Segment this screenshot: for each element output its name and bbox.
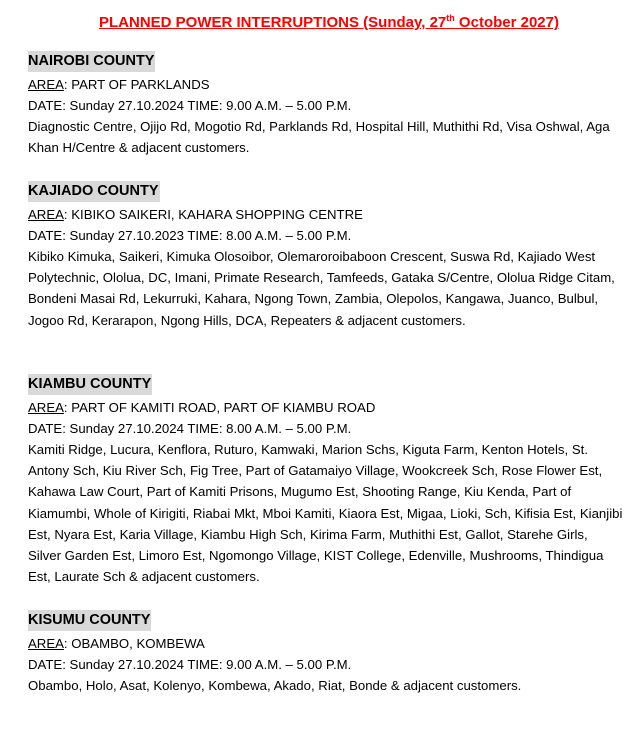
date-time-line: DATE: Sunday 27.10.2024 TIME: 9.00 A.M. – 5.00 P.M. (28, 98, 352, 113)
area-label: AREA (28, 207, 64, 222)
section-kiambu (28, 374, 623, 587)
area-line (28, 74, 623, 95)
section-kajiado (28, 181, 623, 331)
page-title-superscript: th (446, 13, 455, 23)
county-heading: KISUMU COUNTY (28, 610, 151, 631)
date-time-line: DATE: Sunday 27.10.2023 TIME: 8.00 A.M. – 5.00 P.M. (28, 228, 352, 243)
locations-text: Kibiko Kimuka, Saikeri, Kimuka Olosoibor, Olemaroroibaboon Crescent, Suswa Rd, Kajiado West Polytechnic, Ololua, DC, Imani, Primate Research, Tamfeeds, Gataka S/Centre, Ololua Ridge Citam, Bondeni Masai Rd, Lekurruki, Kahara, Ngong Town, Zambia, Olepolos, Kangawa, Juanco, Bulbul, Jogoo Rd, Kerarapon, Ngong Hills, DCA, Repeaters & adjacent customers. (28, 249, 615, 328)
county-heading: KAJIADO COUNTY (28, 181, 160, 202)
area-value: : OBAMBO, KOMBEWA (63, 636, 205, 651)
section-nairobi (28, 51, 623, 158)
area-label: AREA (28, 77, 64, 92)
locations-text: Obambo, Holo, Asat, Kolenyo, Kombewa, Akado, Riat, Bonde & adjacent customers. (28, 678, 522, 693)
area-value: : PART OF KAMITI ROAD, PART OF KIAMBU ROAD (63, 400, 376, 415)
page-title-prefix: PLANNED POWER INTERRUPTIONS (Sunday, 27 (99, 14, 447, 31)
area-line (28, 204, 623, 225)
county-heading: NAIROBI COUNTY (28, 51, 155, 72)
locations-text: Kamiti Ridge, Lucura, Kenflora, Ruturo, Kamwaki, Marion Schs, Kiguta Farm, Kenton Hotels, St. Antony Sch, Kiu River Sch, Fig Tree, Part of Gatamaiyo Village, Wookcreek Sch, Rose Flower Est, Kahawa Law Court, Part of Kamiti Prisons, Mugumo Est, Shooting Range, Kiu Kenda, Part of Kiamumbi, Whole of Kirigiti, Riabai Mkt, Mboi Kamiti, Kiaora Est, Migaa, Lioki, Sch, Kifisia Est, Kianjibi Est, Nyara Est, Karia Village, Kiambu High Sch, Kirima Farm, Muthithi Est, Gallot, Starehe Girls, Silver Garden Est, Limoro Est, Ngomongo Village, KIST College, Edenville, Mushrooms, Thindigua Est, Laurate Sch & adjacent customers. (28, 442, 623, 585)
page-title (0, 13, 638, 33)
area-line (28, 633, 623, 654)
section-kisumu (28, 610, 623, 696)
area-label: AREA (28, 400, 64, 415)
date-time-line: DATE: Sunday 27.10.2024 TIME: 9.00 A.M. – 5.00 P.M. (28, 657, 352, 672)
area-line (28, 397, 623, 418)
date-time-line: DATE: Sunday 27.10.2024 TIME: 8.00 A.M. – 5.00 P.M. (28, 421, 352, 436)
county-heading: KIAMBU COUNTY (28, 374, 152, 395)
page-title-suffix: October 2027) (454, 14, 559, 31)
area-value: : PART OF PARKLANDS (63, 77, 210, 92)
area-value: : KIBIKO SAIKERI, KAHARA SHOPPING CENTRE (63, 207, 363, 222)
area-label: AREA (28, 636, 64, 651)
locations-text: Diagnostic Centre, Ojijo Rd, Mogotio Rd, Parklands Rd, Hospital Hill, Muthithi Rd, Visa Oshwal, Aga Khan H/Centre & adjacent customers. (28, 119, 610, 156)
